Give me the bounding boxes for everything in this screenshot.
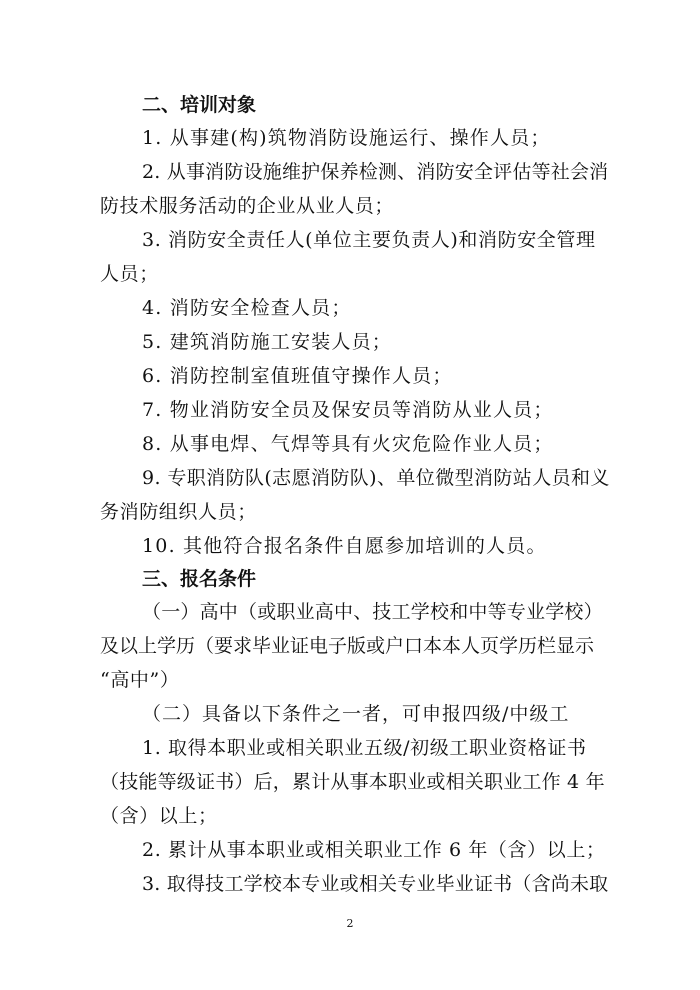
- paragraph-line: （技能等级证书）后，累计从事本职业或相关职业工作 4 年: [100, 771, 605, 793]
- paragraph-line: 2. 累计从事本职业或相关职业工作 6 年（含）以上；: [142, 839, 606, 861]
- section-heading-training-targets: 二、培训对象: [142, 94, 257, 116]
- paragraph-line: 3. 消防安全责任人(单位主要负责人)和消防安全管理: [142, 229, 596, 251]
- paragraph-line: 9. 专职消防队(志愿消防队)、单位微型消防站人员和义: [142, 467, 610, 489]
- paragraph-line: 1. 取得本职业或相关职业五级/初级工职业资格证书: [142, 737, 587, 759]
- section-heading-registration-conditions: 三、报名条件: [142, 568, 257, 590]
- paragraph-line: （含）以上；: [100, 805, 218, 827]
- paragraph-line: 2. 从事消防设施维护保养检测、消防安全评估等社会消: [142, 161, 609, 183]
- paragraph-line: 5. 建筑消防施工安装人员；: [142, 331, 392, 353]
- paragraph-line: 4. 消防安全检查人员；: [142, 297, 352, 319]
- paragraph-line: 7. 物业消防安全员及保安员等消防从业人员；: [142, 399, 554, 421]
- paragraph-line: 1. 从事建(构)筑物消防设施运行、操作人员；: [142, 127, 551, 149]
- paragraph-line: 人员；: [100, 263, 159, 285]
- paragraph-line: 8. 从事电焊、气焊等具有火灾危险作业人员；: [142, 433, 554, 455]
- paragraph-line: 务消防组织人员；: [100, 501, 257, 523]
- paragraph-line: 10. 其他符合报名条件自愿参加培训的人员。: [142, 535, 547, 557]
- paragraph-line: （二）具备以下条件之一者，可申报四级/中级工: [142, 703, 570, 725]
- paragraph-line: “高中”）: [100, 669, 180, 691]
- paragraph-line: 防技术服务活动的企业从业人员；: [100, 195, 395, 217]
- paragraph-line: 6. 消防控制室值班值守操作人员；: [142, 365, 453, 387]
- paragraph-line: （一）高中（或职业高中、技工学校和中等专业学校）: [142, 601, 603, 623]
- paragraph-line: 及以上学历（要求毕业证电子版或户口本本人页学历栏显示: [100, 635, 595, 657]
- paragraph-line: 3. 取得技工学校本专业或相关专业毕业证书（含尚未取: [142, 873, 609, 895]
- page-number: 2: [346, 917, 354, 930]
